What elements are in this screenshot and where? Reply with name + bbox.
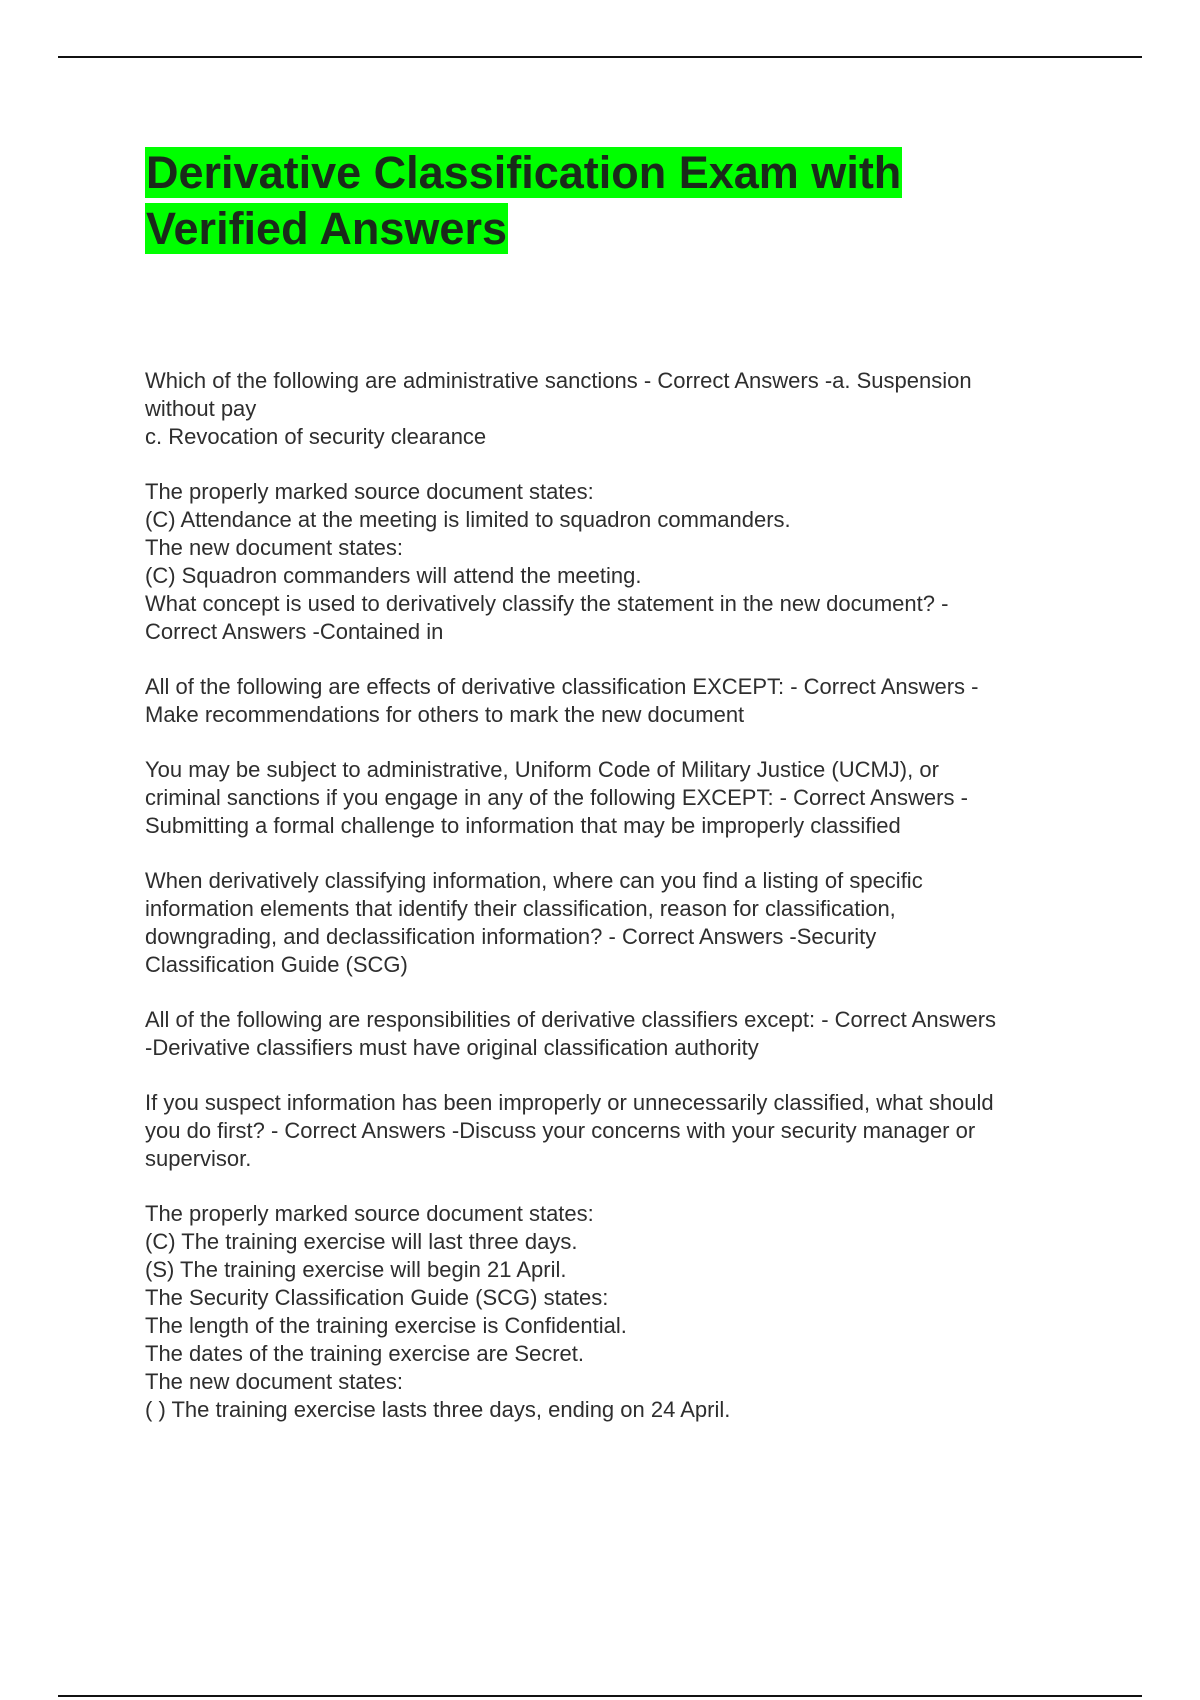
qa-list — [145, 367, 1095, 1451]
title-line-1: Derivative Classification Exam with — [146, 147, 902, 198]
qa-item — [145, 1006, 1095, 1062]
qa-line: -Derivative classifiers must have original classification authority — [145, 1035, 759, 1060]
qa-item — [145, 673, 1095, 729]
qa-line: criminal sanctions if you engage in any of the following EXCEPT: - Correct Answers - — [145, 785, 968, 810]
qa-line: Correct Answers -Contained in — [145, 619, 444, 644]
qa-line: ( ) The training exercise lasts three days, ending on 24 April. — [145, 1397, 731, 1422]
top-rule — [58, 56, 1142, 58]
qa-line: you do first? - Correct Answers -Discuss your concerns with your security manager or — [145, 1118, 976, 1143]
qa-line: c. Revocation of security clearance — [145, 424, 487, 449]
qa-line: If you suspect information has been improperly or unnecessarily classified, what should — [145, 1090, 994, 1115]
qa-item — [145, 867, 1095, 979]
qa-item — [145, 478, 1095, 646]
qa-line: The new document states: — [145, 1369, 404, 1394]
qa-item — [145, 1200, 1095, 1424]
qa-line: You may be subject to administrative, Uniform Code of Military Justice (UCMJ), or — [145, 757, 939, 782]
document-page — [145, 145, 1095, 1422]
qa-line: without pay — [145, 396, 257, 421]
qa-item — [145, 367, 1095, 451]
qa-line: Which of the following are administrative sanctions - Correct Answers -a. Suspension — [145, 368, 972, 393]
qa-item — [145, 1089, 1095, 1173]
qa-line: downgrading, and declassification information? - Correct Answers -Security — [145, 924, 877, 949]
qa-line: supervisor. — [145, 1146, 252, 1171]
qa-line: The Security Classification Guide (SCG) states: — [145, 1285, 609, 1310]
qa-line: What concept is used to derivatively classify the statement in the new document? - — [145, 591, 949, 616]
qa-line: The length of the training exercise is Confidential. — [145, 1313, 627, 1338]
qa-line: Make recommendations for others to mark the new document — [145, 702, 745, 727]
qa-line: information elements that identify their classification, reason for classification, — [145, 896, 896, 921]
qa-line: Submitting a formal challenge to information that may be improperly classified — [145, 813, 901, 838]
title-line-2: Verified Answers — [146, 203, 507, 254]
qa-line: Classification Guide (SCG) — [145, 952, 408, 977]
qa-line: (C) Squadron commanders will attend the meeting. — [145, 563, 642, 588]
document-title — [145, 145, 1095, 257]
qa-line: The properly marked source document states: — [145, 1201, 594, 1226]
qa-line: All of the following are effects of derivative classification EXCEPT: - Correct Answers - — [145, 674, 979, 699]
qa-item — [145, 756, 1095, 840]
qa-line: (C) The training exercise will last three days. — [145, 1229, 578, 1254]
qa-line: (C) Attendance at the meeting is limited to squadron commanders. — [145, 507, 791, 532]
qa-line: The new document states: — [145, 535, 404, 560]
qa-line: (S) The training exercise will begin 21 April. — [145, 1257, 567, 1282]
qa-line: All of the following are responsibilities of derivative classifiers except: - Correct Answers — [145, 1007, 997, 1032]
qa-line: The properly marked source document states: — [145, 479, 594, 504]
qa-line: When derivatively classifying information, where can you find a listing of specific — [145, 868, 923, 893]
qa-line: The dates of the training exercise are Secret. — [145, 1341, 585, 1366]
bottom-rule — [58, 1695, 1142, 1697]
